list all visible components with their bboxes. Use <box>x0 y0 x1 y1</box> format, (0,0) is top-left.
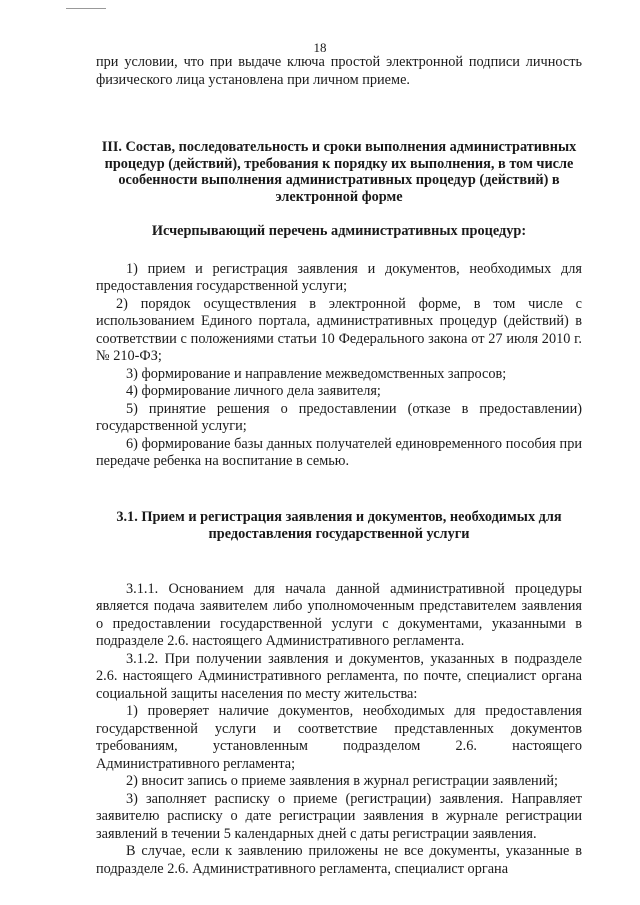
procedure-item: 5) принятие решения о предоставлении (отказе в предоставлении) государственной услуги; <box>96 400 582 434</box>
procedure-item: 4) формирование личного дела заявителя; <box>126 383 381 399</box>
intro-paragraph: при условии, что при выдаче ключа простой электронной подписи личность физического лица установлена при личном приеме. <box>96 54 582 88</box>
section-title: III. Состав, последовательность и сроки выполнения административных процедур (действий), требования к порядку их выполнения, в том числе особенности выполнения административных процедур (действий) в электронной форме <box>101 139 577 205</box>
procedure-item: 3) формирование и направление межведомственных запросов; <box>126 365 507 382</box>
procedure-item: 1) прием и регистрация заявления и документов, необходимых для предоставления государственной услуги; <box>96 260 582 294</box>
subsection-body <box>96 581 582 879</box>
body-paragraph: В случае, если к заявлению приложены не все документы, указанные в подразделе 2.6. Административного регламента, специалист органа <box>96 843 582 877</box>
body-paragraph: 3.1.2. При получении заявления и документов, указанных в подразделе 2.6. настоящего Административного регламента, по почте, специалист органа социальной защиты населения по месту жительства: <box>96 650 582 702</box>
body-paragraph: 2) вносит запись о приеме заявления в журнал регистрации заявлений; <box>126 773 558 789</box>
procedure-item: 6) формирование базы данных получателей единовременного пособия при передаче ребенка на воспитание в семью. <box>96 435 582 469</box>
procedures-list <box>96 261 582 471</box>
scan-artifact-line <box>66 8 106 9</box>
procedure-item: 2) порядок осуществления в электронной форме, в том числе с использованием Единого портала, административных процедур (действий) в соответствии с положениями статьи 10 Федерального закона от 27 июля 2010 г. № 210-ФЗ; <box>96 295 582 364</box>
page-number: 18 <box>313 40 327 55</box>
body-paragraph: 3) заполняет расписку о приеме (регистрации) заявления. Направляет заявителю расписку о дате регистрации заявления в журнале регистрации заявлений в течении 5 календарных дней с даты регистрации заявления. <box>96 790 582 842</box>
document-body <box>96 54 582 878</box>
subsection-title: 3.1. Прием и регистрация заявления и документов, необходимых для предоставления государственной услуги <box>116 508 562 542</box>
body-paragraph: 1) проверяет наличие документов, необходимых для предоставления государственной услуги и соответствие представленных документов требованиям, установленным подразделом 2.6. настоящего Административного регламента; <box>96 703 582 772</box>
body-paragraph: 3.1.1. Основанием для начала данной административной процедуры является подача заявителем либо уполномоченным представителем заявления о предоставлении государственной услуги с документами, указанными в подразделе 2.6. настоящего Административного регламента. <box>96 580 582 649</box>
list-title: Исчерпывающий перечень административных процедур: <box>151 223 527 239</box>
